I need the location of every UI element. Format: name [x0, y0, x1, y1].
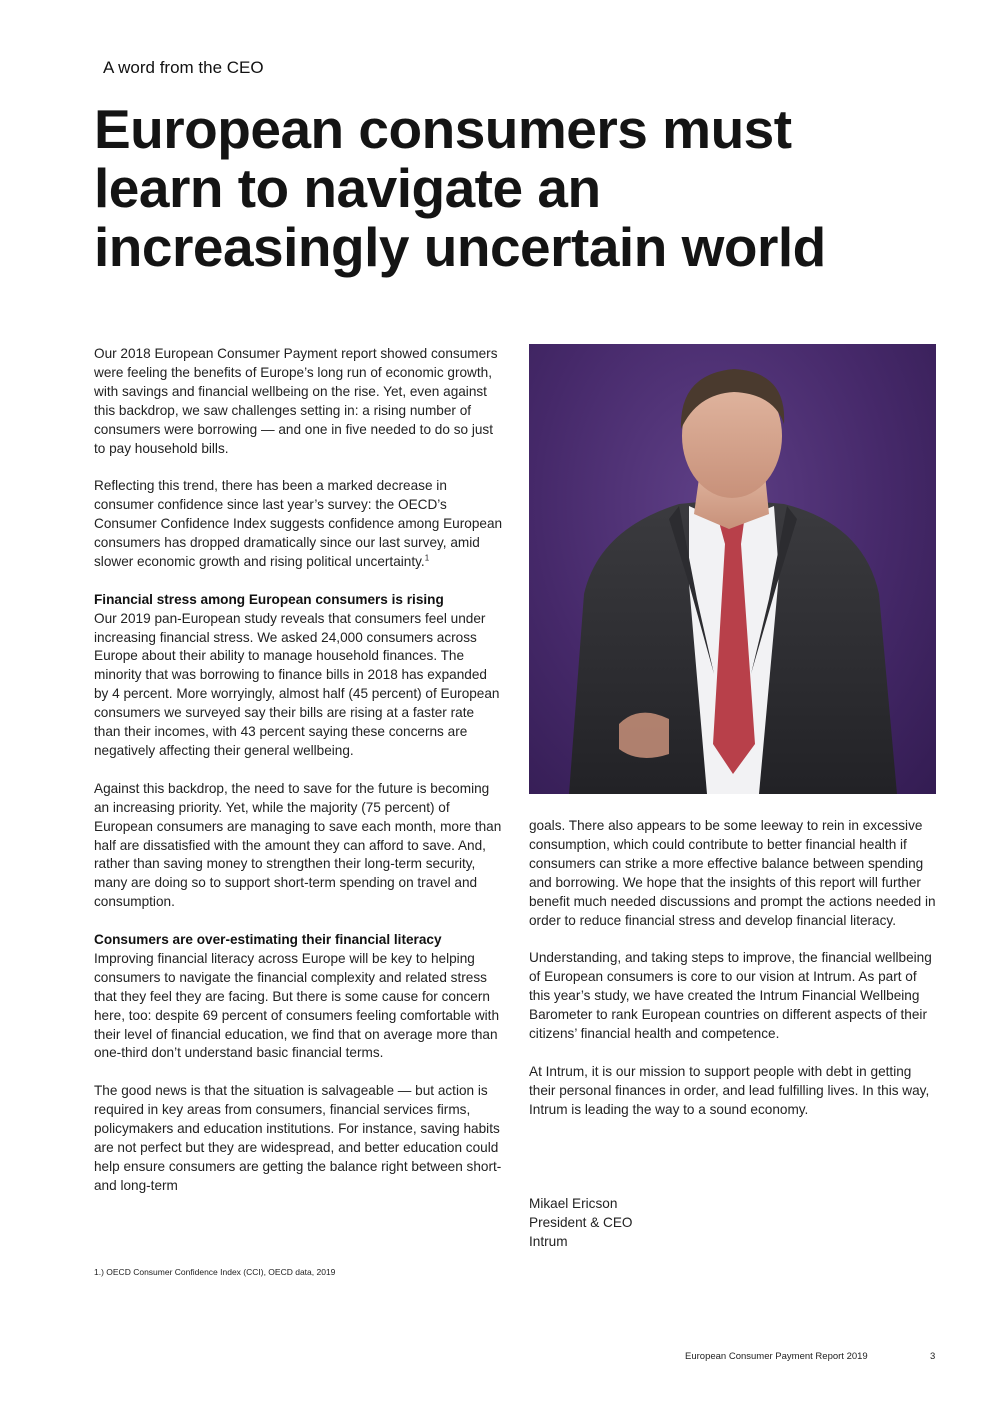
- financial-literacy-paragraph: Improving financial literacy across Europe will be key to helping consumers to navigate the financial complexity and related stress that they feel they are facing. But there is some cause for concern here, too: despite 69 percent of consumers feeling comfortable with their level of financial education, we find that on average more than one-third don’t understand basic financial terms.: [94, 950, 500, 1061]
- ceo-portrait-photo: [529, 344, 936, 794]
- intro-paragraph: Our 2018 European Consumer Payment report showed consumers were feeling the benefits of Europe’s long run of economic growth, with savings and financial wellbeing on the rise. Yet, even against this backdrop, we saw challenges setting in: a rising number of consumers were borrowing — and one in five needed to do so just to pay household bills.: [94, 346, 498, 456]
- footer-report-title: European Consumer Payment Report 2019: [685, 1351, 868, 1362]
- goals-paragraph: goals. There also appears to be some leeway to rein in excessive consumption, which could contribute to better financial health if consumers can strike a more effective balance between spending and borrowing. We hope that the insights of this report will further benefit much needed discussions and prompt the actions needed in order to reduce financial stress and develop financial literacy.: [529, 818, 936, 928]
- saving-paragraph: Against this backdrop, the need to save for the future is becoming an increasing priority. Yet, while the majority (75 percent) of European consumers are managing to save each month, more than half are dissatisfied with the amount they can afford to save. And, rather than saving money to strengthen their long-term security, many are doing so to support short-term spending on travel and consumption.: [94, 780, 502, 910]
- signature-title: President & CEO: [529, 1214, 633, 1230]
- ceo-portrait-illustration: [529, 344, 936, 794]
- confidence-paragraph-text: Reflecting this trend, there has been a marked decrease in consumer confidence since last year’s survey: the OECD’s Consumer Confidence Index suggests confidence among European consumers has dropped dramatically since our last survey, amid slower economic growth and rising political uncertainty.: [94, 478, 503, 569]
- good-news-paragraph: The good news is that the situation is salvageable — but action is required in key areas from consumers, financial services firms, policymakers and education institutions. For instance, saving habits are not perfect but they are widespread, and better education could help ensure consumers are getting the balance right between short- and long-term: [94, 1083, 502, 1193]
- financial-stress-paragraph: Our 2019 pan-European study reveals that consumers feel under increasing financial stress. We asked 24,000 consumers across Europe about their ability to manage household finances. The minority that was borrowing to finance bills in 2018 has expanded by 4 percent. More worryingly, almost half (45 percent) of European consumers we surveyed say their bills are rising at a faster rate than their incomes, with 43 percent saying these concerns are negatively affecting their general wellbeing.: [94, 610, 500, 758]
- left-text-column: [94, 345, 504, 1215]
- signature-name: Mikael Ericson: [529, 1196, 618, 1211]
- headline-line-3: increasingly uncertain world: [94, 216, 826, 278]
- footnote: 1.) OECD Consumer Confidence Index (CCI), OECD data, 2019: [94, 1267, 336, 1277]
- mission-paragraph: At Intrum, it is our mission to support people with debt in getting their personal finances in order, and lead fulfilling lives. In this way, Intrum is leading the way to a sound economy.: [529, 1063, 930, 1117]
- financial-stress-section: [94, 591, 504, 761]
- subheading-financial-literacy: Consumers are over-estimating their financial literacy: [94, 932, 442, 948]
- page-headline: [94, 100, 914, 277]
- vision-paragraph: Understanding, and taking steps to improve, the financial wellbeing of European consumers is core to our vision at Intrum. As part of this year’s study, we have created the Intrum Financial Wellbeing Barometer to rank European countries on different aspects of their citizens’ financial health and competence.: [529, 950, 932, 1041]
- headline-line-2: learn to navigate an: [94, 157, 601, 219]
- signature-company: Intrum: [529, 1233, 568, 1249]
- right-text-column: [529, 817, 939, 1138]
- financial-literacy-section: [94, 931, 504, 1063]
- signature-block: [529, 1195, 633, 1252]
- footer-page-number: 3: [930, 1351, 936, 1362]
- footnote-reference: 1: [424, 553, 430, 563]
- subheading-financial-stress: Financial stress among European consumers is rising: [94, 591, 444, 607]
- confidence-paragraph: [94, 477, 504, 572]
- headline-line-1: European consumers must: [94, 98, 792, 160]
- section-kicker: A word from the CEO: [103, 58, 264, 77]
